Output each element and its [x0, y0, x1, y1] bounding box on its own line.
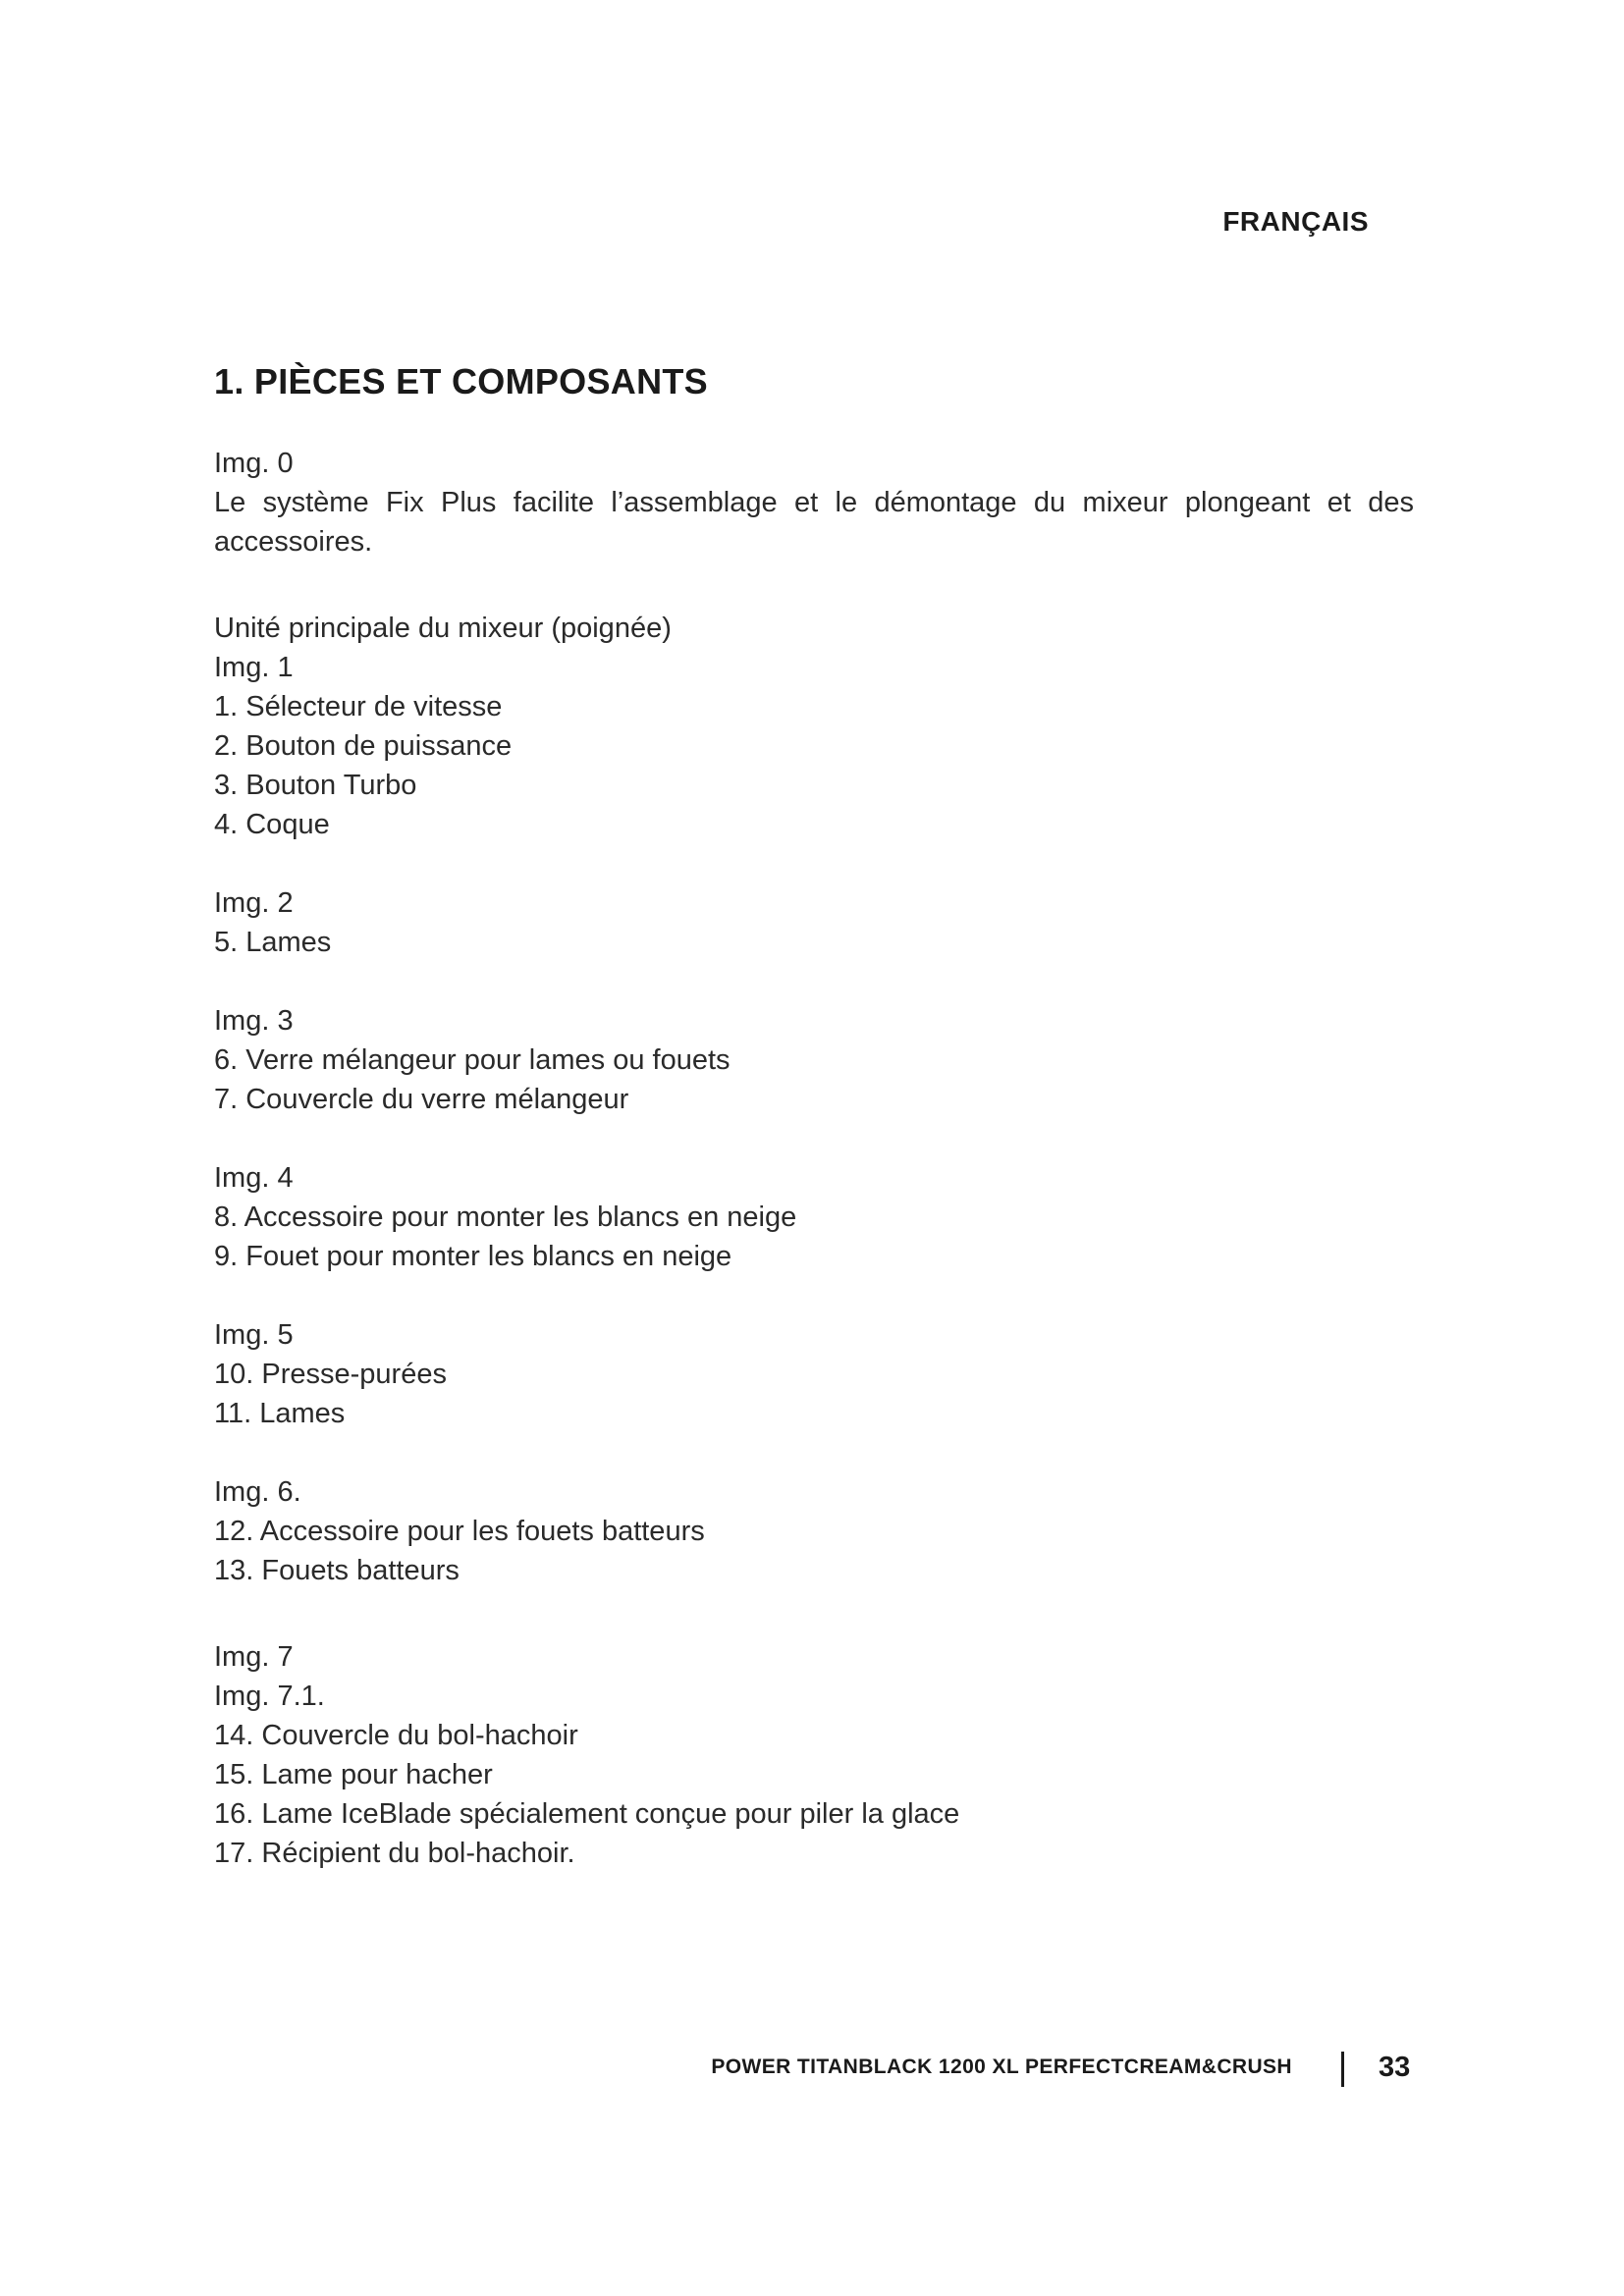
list-item: 13. Fouets batteurs	[214, 1555, 460, 1586]
list-item: 9. Fouet pour monter les blancs en neige	[214, 1241, 732, 1272]
list-item: 1. Sélecteur de vitesse	[214, 691, 503, 722]
list-item: 5. Lames	[214, 927, 332, 958]
block-img-4	[214, 1158, 1414, 1276]
image-reference: Img. 4	[214, 1162, 294, 1194]
image-reference: Img. 1	[214, 652, 294, 683]
block-img-6	[214, 1472, 1414, 1590]
image-reference: Img. 0	[214, 448, 294, 479]
block-img-2	[214, 883, 1414, 962]
image-reference: Img. 6.	[214, 1476, 301, 1508]
language-label: FRANÇAIS	[1222, 206, 1369, 237]
page-number: 33	[1379, 2052, 1411, 2083]
image-reference: Img. 5	[214, 1319, 294, 1351]
image-reference: Img. 7.1.	[214, 1681, 325, 1712]
list-item: 6. Verre mélangeur pour lames ou fouets	[214, 1044, 731, 1076]
footer-divider	[1341, 2052, 1344, 2087]
list-item: 17. Récipient du bol-hachoir.	[214, 1838, 575, 1869]
image-reference: Img. 2	[214, 887, 294, 919]
block-img-3	[214, 1001, 1414, 1119]
list-item: 12. Accessoire pour les fouets batteurs	[214, 1516, 705, 1547]
block-img-0	[214, 444, 1414, 561]
document-content	[214, 444, 1414, 1912]
list-item: 11. Lames	[214, 1398, 346, 1429]
list-item: 4. Coque	[214, 809, 330, 840]
subsection-heading: Unité principale du mixeur (poignée)	[214, 613, 672, 644]
section-title: 1. PIÈCES ET COMPOSANTS	[214, 361, 708, 401]
block-img-1	[214, 609, 1414, 844]
list-item: 7. Couvercle du verre mélangeur	[214, 1084, 629, 1115]
list-item: 8. Accessoire pour monter les blancs en neige	[214, 1201, 797, 1233]
intro-paragraph: Le système Fix Plus facilite l’assemblage et le démontage du mixeur plongeant et des accessoires.	[214, 487, 1414, 558]
page-footer	[0, 2052, 1624, 2091]
list-item: 2. Bouton de puissance	[214, 730, 513, 762]
image-reference: Img. 3	[214, 1005, 294, 1037]
list-item: 3. Bouton Turbo	[214, 770, 417, 801]
block-img-7	[214, 1637, 1414, 1873]
list-item: 10. Presse-purées	[214, 1359, 447, 1390]
list-item: 14. Couvercle du bol-hachoir	[214, 1720, 578, 1751]
footer-product-name: POWER TITANBLACK 1200 XL PERFECTCREAM&CRUSH	[711, 2056, 1292, 2078]
block-img-5	[214, 1315, 1414, 1433]
list-item: 16. Lame IceBlade spécialement conçue pour piler la glace	[214, 1798, 960, 1830]
list-item: 15. Lame pour hacher	[214, 1759, 493, 1790]
image-reference: Img. 7	[214, 1641, 294, 1673]
